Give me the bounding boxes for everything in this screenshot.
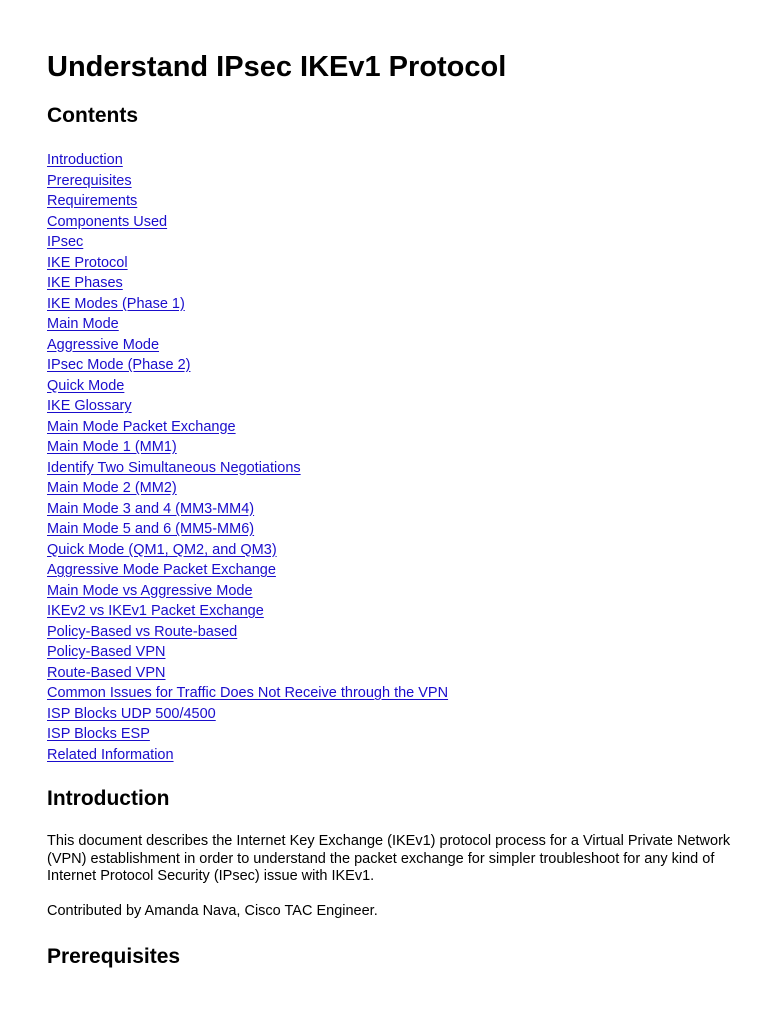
toc-link-main-mode-1[interactable]: Main Mode 1 (MM1) (47, 439, 177, 455)
toc-link-quick-mode-qm[interactable]: Quick Mode (QM1, QM2, and QM3) (47, 541, 277, 558)
toc-link-ike-modes-phase-1[interactable]: IKE Modes (Phase 1) (47, 295, 185, 312)
toc-link-ike-protocol[interactable]: IKE Protocol (47, 254, 128, 271)
toc-link-aggressive-mode[interactable]: Aggressive Mode (47, 336, 160, 353)
introduction-paragraph: This document describes the Internet Key Exchange (IKEv1) protocol process for a Virtual Private Network (VPN) establishment in order to understand the packet exchange for simpler troubleshoot for any kind of Internet Protocol Security (IPsec) issue with IKEv1. (47, 833, 731, 884)
toc-item (47, 212, 448, 233)
toc-link-ike-glossary[interactable]: IKE Glossary (47, 398, 132, 414)
toc-item (47, 335, 448, 356)
toc-link-main-mode-3-and-4[interactable]: Main Mode 3 and 4 (MM3-MM4) (47, 500, 255, 517)
toc-item (47, 540, 448, 561)
toc-link-main-mode-5-and-6[interactable]: Main Mode 5 and 6 (MM5-MM6) (47, 521, 255, 537)
toc-item (47, 683, 448, 704)
toc-link-ikev2-vs-ikev1[interactable]: IKEv2 vs IKEv1 Packet Exchange (47, 603, 264, 619)
toc-link-policy-based-vpn[interactable]: Policy-Based VPN (47, 644, 166, 660)
toc-item (47, 437, 448, 458)
toc-item (47, 478, 448, 499)
toc-item (47, 253, 448, 274)
toc-item (47, 724, 448, 745)
toc-link-quick-mode[interactable]: Quick Mode (47, 377, 125, 394)
toc-link-prerequisites[interactable]: Prerequisites (47, 172, 132, 189)
toc-item (47, 417, 448, 438)
toc-item (47, 232, 448, 253)
toc-item (47, 581, 448, 602)
toc-item (47, 273, 448, 294)
toc-item (47, 622, 448, 643)
toc-link-requirements[interactable]: Requirements (47, 193, 138, 209)
toc-link-isp-blocks-udp[interactable]: ISP Blocks UDP 500/4500 (47, 705, 216, 722)
toc-item (47, 745, 448, 766)
toc-item (47, 642, 448, 663)
toc-link-ipsec-mode-phase-2[interactable]: IPsec Mode (Phase 2) (47, 357, 191, 373)
toc-item (47, 191, 448, 212)
toc-item (47, 560, 448, 581)
toc-item (47, 314, 448, 335)
toc-link-ike-phases[interactable]: IKE Phases (47, 275, 123, 291)
toc-link-main-mode[interactable]: Main Mode (47, 316, 119, 332)
toc-item (47, 663, 448, 684)
table-of-contents (47, 150, 448, 765)
toc-link-route-based-vpn[interactable]: Route-Based VPN (47, 664, 166, 681)
toc-item (47, 396, 448, 417)
toc-link-policy-vs-route[interactable]: Policy-Based vs Route-based (47, 623, 238, 640)
toc-item (47, 355, 448, 376)
toc-link-aggressive-mode-packet-exchange[interactable]: Aggressive Mode Packet Exchange (47, 562, 276, 578)
toc-link-common-issues[interactable]: Common Issues for Traffic Does Not Receive through the VPN (47, 685, 449, 701)
toc-item (47, 294, 448, 315)
prerequisites-heading: Prerequisites (47, 945, 181, 968)
toc-link-isp-blocks-esp[interactable]: ISP Blocks ESP (47, 726, 150, 742)
contents-heading: Contents (47, 104, 138, 127)
page-title: Understand IPsec IKEv1 Protocol (47, 51, 507, 83)
toc-item (47, 376, 448, 397)
toc-link-main-mode-2[interactable]: Main Mode 2 (MM2) (47, 480, 177, 496)
toc-link-ipsec[interactable]: IPsec (47, 234, 84, 250)
toc-item (47, 150, 448, 171)
toc-item (47, 704, 448, 725)
toc-item (47, 519, 448, 540)
toc-item (47, 171, 448, 192)
toc-link-introduction[interactable]: Introduction (47, 152, 123, 168)
toc-link-main-vs-aggressive[interactable]: Main Mode vs Aggressive Mode (47, 582, 253, 599)
introduction-heading: Introduction (47, 787, 170, 810)
toc-item (47, 499, 448, 520)
toc-link-identify-two-negotiations[interactable]: Identify Two Simultaneous Negotiations (47, 459, 301, 476)
contributor-line: Contributed by Amanda Nava, Cisco TAC Engineer. (47, 903, 378, 919)
toc-item (47, 601, 448, 622)
toc-link-main-mode-packet-exchange[interactable]: Main Mode Packet Exchange (47, 418, 236, 435)
toc-link-components-used[interactable]: Components Used (47, 213, 168, 230)
toc-link-related-information[interactable]: Related Information (47, 746, 174, 763)
toc-item (47, 458, 448, 479)
